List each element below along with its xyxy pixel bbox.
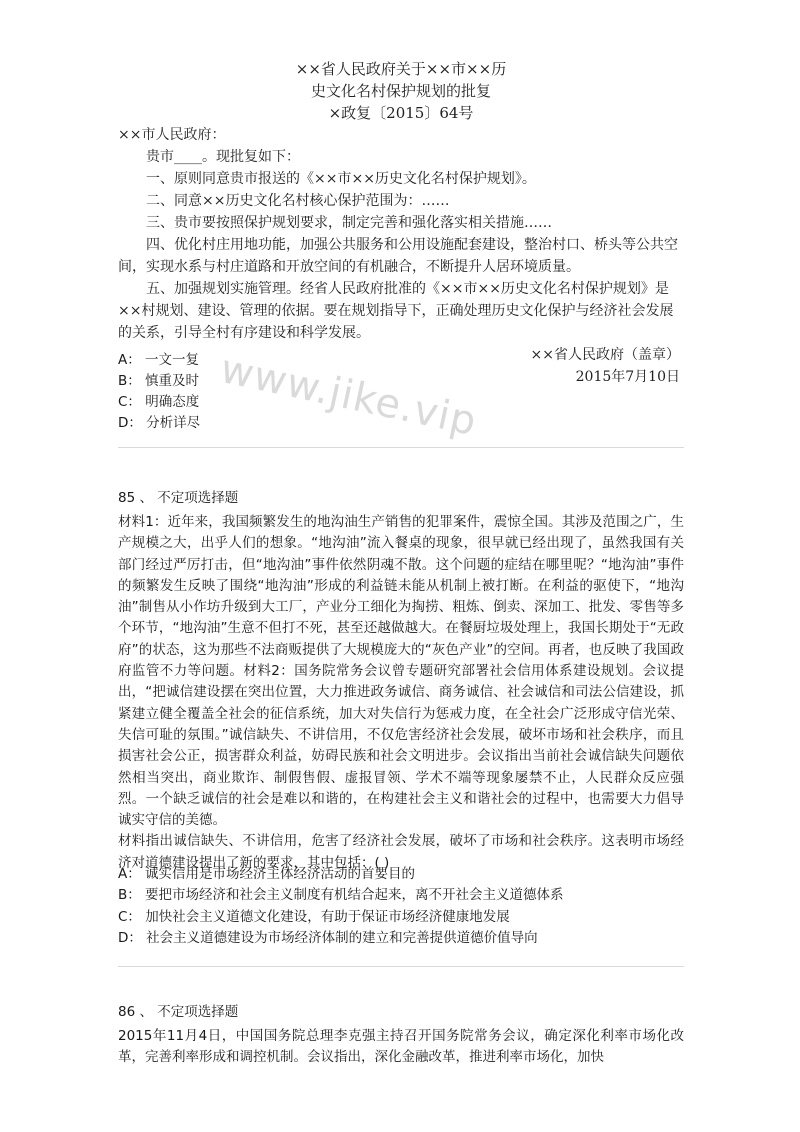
- doc-signature: ××省人民政府（盖章）: [530, 347, 680, 363]
- doc-salutation: ××市人民政府：: [118, 127, 226, 143]
- q85-body: [118, 512, 684, 874]
- q85-material: 材料1：近年来，我国频繁发生的地沟油生产销售的犯罪案件，震惊全国。其涉及范围之广，生产规模之大，出乎人们的想象。“地沟油”流入餐桌的现象，很早就已经出现了，虽然我国有关部门经过严厉打击，但“地沟油”事件依然阴魂不散。这个问题的症结在哪里呢？“地沟油”事件的频繁发生反映了围绕“地沟油”形成的利益链未能从机制上被打断。在利益的驱使下，“地沟油”制售从小作坊升级到大工厂，产业分工细化为掏捞、粗炼、倒卖、深加工、批发、零售等多个环节，“地沟油”生意不但打不死，甚至还越做越大。在餐厨垃圾处理上，我国长期处于“无政府”的状态，这为那些不法商贩提供了大规模庞大的“灰色产业”的空间。再者，也反映了我国政府监管不力等问题。材料2：国务院常务会议曾专题研究部署社会信用体系建设规划。会议提出，“把诚信建设摆在突出位置，大力推进政务诚信、商务诚信、社会诚信和司法公信建设，抓紧建立健全覆盖全社会的征信系统，加大对失信行为惩戒力度，在全社会广泛形成守信光荣、失信可耻的氛围。”诚信缺失、不讲信用，不仅危害经济社会发展，破坏市场和社会秩序，而且损害社会公正，损害群众利益，妨碍民族和社会文明进步。会议指出当前社会诚信缺失问题依然相当突出，商业欺诈、制假售假、虚报冒领、学术不端等现象屡禁不止，人民群众反应强烈。一个缺乏诚信的社会是难以和谐的，在构建社会主义和谐社会的过程中，也需要大力倡导诚实守信的美德。: [118, 514, 684, 829]
- doc-intro: 贵市____。现批复如下：: [146, 149, 300, 165]
- q84-option-b[interactable]: B： 慎重及时: [118, 373, 200, 389]
- doc-item-2: 二、同意××历史文化名村核心保护范围为：……: [146, 193, 450, 209]
- q85-option-a[interactable]: A： 诚实信用是市场经济主体经济活动的首要目的: [118, 866, 416, 882]
- q85-options: [118, 864, 678, 949]
- q84-option-a[interactable]: A： 一文一复: [118, 352, 200, 368]
- q85-header: 85 、 不定项选择题: [118, 490, 239, 506]
- divider-1: [118, 447, 684, 448]
- doc-date: 2015年7月10日: [575, 369, 680, 385]
- doc-title-line-1: ××省人民政府关于××市××历: [295, 60, 507, 78]
- doc-item-4: 四、优化村庄用地功能，加强公共服务和公用设施配套建设，整治村口、桥头等公共空间，实现水系与村庄道路和开放空间的有机融合，不断提升人居环境质量。: [118, 237, 678, 275]
- q85-option-c[interactable]: C： 加快社会主义道德文化建设，有助于保证市场经济健康地发展: [118, 908, 510, 925]
- doc-item-1: 一、原则同意贵市报送的《××市××历史文化名村保护规划》。: [146, 171, 536, 187]
- q84-option-c[interactable]: C： 明确态度: [118, 394, 200, 410]
- approval-document-image: [118, 58, 684, 388]
- q86-header: 86 、 不定项选择题: [118, 1004, 239, 1020]
- q86-body: [118, 1026, 684, 1069]
- doc-number: ×政复〔2015〕64号: [328, 104, 474, 122]
- q85-option-d[interactable]: D： 社会主义道德建设为市场经济体制的建立和完善提供道德价值导向: [118, 929, 538, 946]
- q85-question: 材料指出诚信缺失、不讲信用，危害了经济社会发展，破坏了市场和社会秩序。这表明市场经济对道德建设提出了新的要求，其中包括：( ): [118, 833, 684, 871]
- q84-option-d[interactable]: D： 分析详尽: [118, 415, 201, 431]
- watermark: www.jike.vip: [216, 346, 481, 446]
- doc-item-5: 五、加强规划实施管理。经省人民政府批准的《××市××历史文化名村保护规划》是××村规划、建设、管理的依据。要在规划指导下，正确处理历史文化保护与经济社会发展的关系，引导全村有序建设和科学发展。: [118, 281, 674, 341]
- divider-2: [118, 966, 684, 967]
- q85-option-b[interactable]: B： 要把市场经济和社会主义制度有机结合起来，离不开社会主义道德体系: [118, 887, 564, 904]
- doc-item-3: 三、贵市要按照保护规划要求，制定完善和强化落实相关措施……: [146, 215, 552, 231]
- q86-text: 2015年11月4日，中国国务院总理李克强主持召开国务院常务会议，确定深化利率市场化改革，完善利率形成和调控机制。会议指出，深化金融改革，推进利率市场化，加快: [118, 1028, 684, 1066]
- doc-title-line-2: 史文化名村保护规划的批复: [310, 82, 491, 100]
